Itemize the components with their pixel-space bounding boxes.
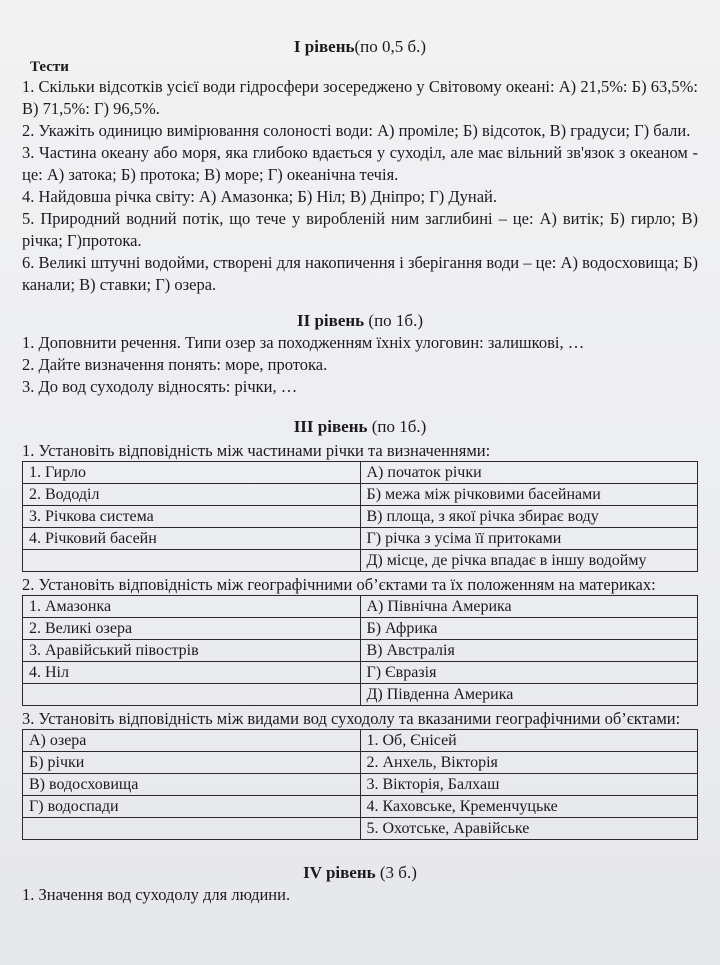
table-cell: [23, 684, 361, 706]
level-4-question-1: 1. Значення вод суходолу для людини.: [22, 885, 291, 904]
table-cell: Б) Африка: [360, 618, 698, 640]
matching-table-continents: [22, 595, 698, 706]
level-3-points: (по 1б.): [371, 417, 427, 436]
level-3-task-1: 1. Установіть відповідність між частинами річки та визначеннями:: [22, 441, 491, 460]
level-2-heading: [22, 310, 698, 332]
table-cell: В) Австралія: [360, 640, 698, 662]
level-1-points: (по 0,5 б.): [354, 37, 427, 56]
table-cell: [23, 550, 361, 572]
level-3-heading: [22, 416, 698, 438]
level-1-title: І рівень: [293, 37, 355, 56]
table-cell: 3. Аравійський півострів: [23, 640, 361, 662]
table-cell: 1. Амазонка: [23, 596, 361, 618]
table-cell: 1. Гирло: [23, 462, 361, 484]
table-cell: Г) водоспади: [23, 796, 361, 818]
table-cell: 4. Річковий басейн: [23, 528, 361, 550]
level-4-points: (3 б.): [379, 863, 417, 882]
level-2-title: ІІ рівень: [297, 311, 365, 330]
table-row: [23, 528, 698, 550]
table-cell: А) Північна Америка: [360, 596, 698, 618]
table-row: [23, 730, 698, 752]
level-1-question-2: 2. Укажіть одиницю вимірювання солоності води: А) проміле; Б) відсоток, В) градуси; Г) бали.: [22, 121, 691, 140]
table-row: [23, 550, 698, 572]
table-cell: Г) річка з усіма її притоками: [360, 528, 698, 550]
table-row: [23, 796, 698, 818]
level-3-title: ІІІ рівень: [293, 417, 368, 436]
level-2-question-2: 2. Дайте визначення понять: море, протока.: [22, 355, 328, 374]
table-cell: 4. Ніл: [23, 662, 361, 684]
level-3-task-2: 2. Установіть відповідність між географічними об’єктами та їх положенням на материках:: [22, 575, 656, 594]
level-1-heading: [22, 36, 698, 58]
level-1-question-4: 4. Найдовша річка світу: А) Амазонка; Б) Ніл; В) Дніпро; Г) Дунай.: [22, 187, 497, 206]
table-row: [23, 596, 698, 618]
level-1-question-6: 6. Великі штучні водойми, створені для накопичення і зберігання води – це: А) водосховища; Б) канали; В) ставки; Г) озера.: [22, 253, 698, 294]
table-cell: 3. Річкова система: [23, 506, 361, 528]
table-cell: А) початок річки: [360, 462, 698, 484]
level-2-points: (по 1б.): [368, 311, 423, 330]
table-cell: В) водосховища: [23, 774, 361, 796]
matching-table-river-parts: [22, 461, 698, 572]
level-1-question-5: 5. Природний водний потік, що тече у виробленій ним заглибині – це: А) витік; Б) гирло; В) річка; Г)протока.: [22, 209, 698, 250]
level-4-heading: [22, 862, 698, 884]
table-row: [23, 684, 698, 706]
table-cell: 5. Охотське, Аравійське: [360, 818, 698, 840]
table-row: [23, 640, 698, 662]
table-cell: А) озера: [23, 730, 361, 752]
table-cell: 3. Вікторія, Балхаш: [360, 774, 698, 796]
table-cell: [23, 818, 361, 840]
table-row: [23, 462, 698, 484]
table-row: [23, 818, 698, 840]
level-1-question-1: 1. Скільки відсотків усієї води гідросфери зосереджено у Світовому океані: А) 21,5%: Б) 63,5%: В) 71,5%: Г) 96,5%.: [22, 77, 698, 118]
table-cell: 2. Вододіл: [23, 484, 361, 506]
level-4-title: IV рівень: [303, 863, 376, 882]
table-cell: Д) Південна Америка: [360, 684, 698, 706]
level-3-task-3: 3. Установіть відповідність між видами вод суходолу та вказаними географічними об’єктами:: [22, 709, 681, 728]
table-cell: Б) межа між річковими басейнами: [360, 484, 698, 506]
table-row: [23, 774, 698, 796]
matching-table-water-types: [22, 729, 698, 840]
table-cell: 4. Каховське, Кременчуцьке: [360, 796, 698, 818]
table-cell: 2. Великі озера: [23, 618, 361, 640]
table-cell: В) площа, з якої річка збирає воду: [360, 506, 698, 528]
table-cell: Б) річки: [23, 752, 361, 774]
table-row: [23, 662, 698, 684]
table-cell: Г) Євразія: [360, 662, 698, 684]
table-cell: Д) місце, де річка впадає в іншу водойму: [360, 550, 698, 572]
tests-section-label: Тести: [30, 59, 69, 75]
table-cell: 2. Анхель, Вікторія: [360, 752, 698, 774]
level-2-question-3: 3. До вод суходолу відносять: річки, …: [22, 377, 298, 396]
table-row: [23, 618, 698, 640]
table-row: [23, 484, 698, 506]
test-content: [22, 36, 698, 906]
level-2-question-1: 1. Доповнити речення. Типи озер за походженням їхніх улоговин: залишкові, …: [22, 333, 585, 352]
table-row: [23, 752, 698, 774]
table-cell: 1. Об, Єнісей: [360, 730, 698, 752]
table-row: [23, 506, 698, 528]
level-1-question-3: 3. Частина океану або моря, яка глибоко вдається у суходіл, але має вільний зв'язок з океаном - це: А) затока; Б) протока; В) море; Г) океанічна течія.: [22, 143, 698, 184]
